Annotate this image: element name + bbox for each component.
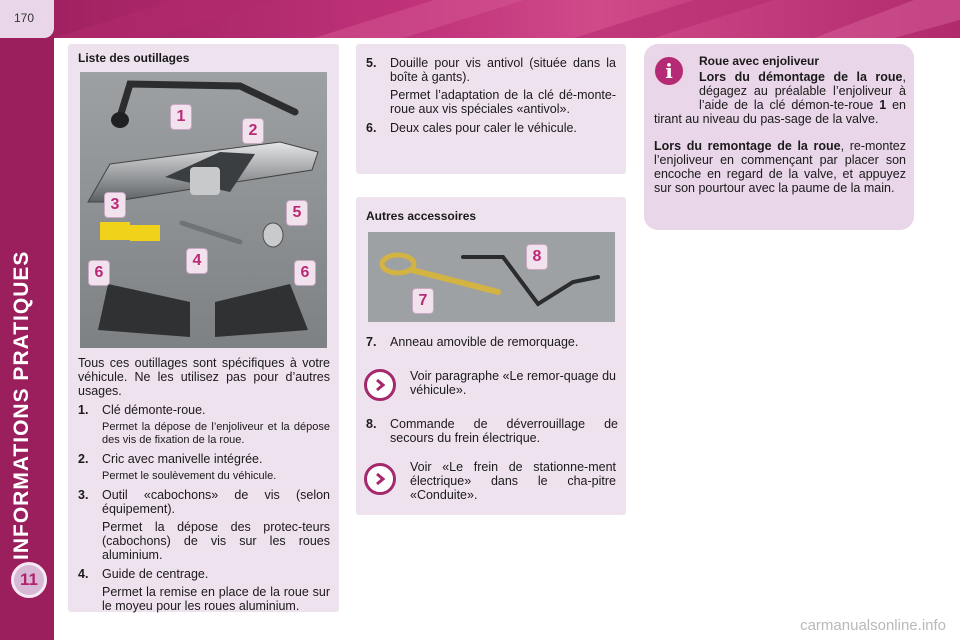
tools-panel	[68, 44, 339, 612]
refitting-text: , re-montez l’enjoliveur en commençant par placer son encoche en regard de la valve, et appuyez sur son pourtour avec la paume de la main.	[654, 139, 906, 195]
item-number: 1.	[78, 403, 89, 417]
item-number: 7.	[366, 335, 377, 349]
removal-label: Lors du démontage de la roue	[699, 70, 903, 84]
header-pattern	[54, 0, 960, 38]
removal-text: , dégagez au préalable l’enjoliveur à l’aide de la clé démon-te-roue	[699, 70, 906, 112]
item-description: Permet le soulèvement du véhicule.	[102, 470, 277, 482]
item-description: Permet la dépose de l’enjoliveur et la dépose des vis de fixation de la roue.	[102, 421, 330, 446]
refitting-label: Lors du remontage de la roue	[654, 139, 841, 153]
arrow-right-icon[interactable]	[364, 463, 396, 495]
list-item	[78, 488, 330, 516]
accessories-photo	[368, 232, 615, 322]
list-item	[366, 335, 618, 349]
callout-2: 2	[242, 118, 264, 144]
item-number: 4.	[78, 567, 89, 581]
item-title: Douille pour vis antivol (située dans la boîte à gants).	[390, 56, 616, 84]
page-number: 170	[0, 0, 54, 38]
wheel-trim-heading: Roue avec enjoliveur	[699, 54, 820, 68]
chapter-badge: 11	[11, 562, 47, 598]
accessories-text	[366, 335, 618, 349]
tools-heading: Liste des outillages	[78, 51, 190, 65]
tool-number: 1	[879, 98, 887, 112]
info-icon: i	[652, 54, 686, 88]
callout-3: 3	[104, 192, 126, 218]
list-item	[78, 403, 330, 417]
item-number: 2.	[78, 452, 89, 466]
item-title: Anneau amovible de remorquage.	[390, 335, 579, 349]
tools-text	[78, 356, 330, 613]
item-number: 8.	[366, 417, 377, 431]
item-title: Guide de centrage.	[102, 567, 209, 581]
watermark: carmanualsonline.info	[800, 617, 946, 634]
accessories-panel	[356, 197, 626, 515]
wheel-trim-paragraph-2	[654, 139, 906, 195]
item-number: 5.	[366, 56, 377, 70]
accessories-illustration	[368, 232, 615, 322]
item-title: Cric avec manivelle intégrée.	[102, 452, 263, 466]
item-number: 6.	[366, 121, 377, 135]
reference-parking-brake[interactable]: Voir «Le frein de stationne-ment électrique» dans le cha-pitre «Conduite».	[410, 460, 616, 502]
list-item	[366, 121, 616, 135]
callout-5: 5	[286, 200, 308, 226]
side-title: INFORMATIONS PRATIQUES	[10, 250, 33, 560]
arrow-right-icon[interactable]	[364, 369, 396, 401]
tools-intro: Tous ces outillages sont spécifiques à votre véhicule. Ne les utilisez pas pour d’autres usages.	[78, 356, 330, 398]
list-item	[78, 567, 330, 581]
item-description: Permet l’adaptation de la clé dé-monte-roue aux vis spéciales «antivol».	[390, 88, 616, 116]
wheel-trim-panel	[644, 44, 914, 230]
item-title: Clé démonte-roue.	[102, 403, 206, 417]
item-title: Outil «cabochons» de vis (selon équipement).	[102, 488, 330, 516]
callout-7: 7	[412, 288, 434, 314]
accessories-heading: Autres accessoires	[366, 209, 477, 223]
callout-1: 1	[170, 104, 192, 130]
callout-8: 8	[526, 244, 548, 270]
item-title: Deux cales pour caler le véhicule.	[390, 121, 577, 135]
callout-6-right: 6	[294, 260, 316, 286]
callout-6-left: 6	[88, 260, 110, 286]
item-8-block	[366, 417, 618, 445]
callout-4: 4	[186, 248, 208, 274]
wheel-trim-paragraph-1	[654, 70, 906, 126]
removal-text-end: en tirant au niveau du pas-sage de la valve.	[654, 98, 906, 126]
list-item	[366, 56, 616, 84]
item-description: Permet la remise en place de la roue sur le moyeu pour les roues aluminium.	[102, 585, 330, 613]
item-title: Commande de déverrouillage de secours du frein électrique.	[390, 417, 618, 445]
tools-photo	[80, 72, 327, 348]
list-item	[78, 452, 330, 466]
socket-chocks-panel	[356, 44, 626, 174]
header-band	[54, 0, 960, 38]
reference-towing[interactable]: Voir paragraphe «Le remor-quage du véhicule».	[410, 369, 616, 397]
list-item	[366, 417, 618, 445]
item-number: 3.	[78, 488, 89, 502]
item-description: Permet la dépose des protec-teurs (cabochons) de vis sur les roues aluminium.	[102, 520, 330, 562]
